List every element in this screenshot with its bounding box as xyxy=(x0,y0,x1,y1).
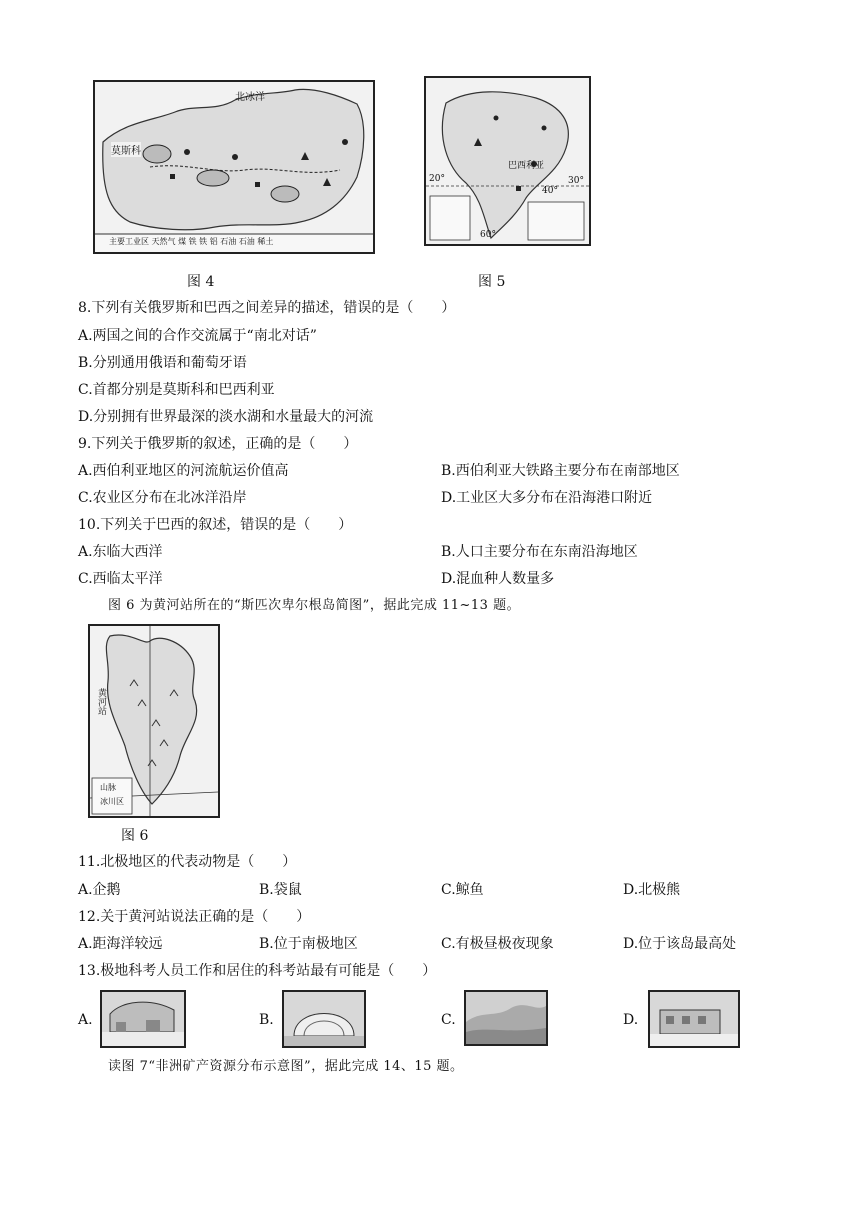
q8-option-a: A.两国之间的合作交流属于“南北对话” xyxy=(78,328,317,344)
q10-option-d: D.混血种人数量多 xyxy=(441,571,555,587)
q13-image-c xyxy=(464,990,548,1046)
q9-stem: 9.下列关于俄罗斯的叙述，正确的是（ ） xyxy=(78,436,358,452)
fig4-ocean-label: 北冰洋 xyxy=(235,92,265,103)
q8-option-b: B.分别通用俄语和葡萄牙语 xyxy=(78,355,247,371)
figure-4-russia-map xyxy=(93,80,375,254)
fig5-lat-right: 30° xyxy=(568,176,584,186)
figure-4-caption: 图 4 xyxy=(187,274,215,290)
q11-option-b: B.袋鼠 xyxy=(259,882,302,898)
fig5-lon-label: 60° xyxy=(480,230,496,240)
q11-stem: 11.北极地区的代表动物是（ ） xyxy=(78,854,297,870)
fig5-city-label: 巴西利亚 xyxy=(508,161,545,171)
q11-option-d: D.北极熊 xyxy=(623,882,681,898)
figure-5-caption: 图 5 xyxy=(478,274,506,290)
fig6-station-label: 黄河站 xyxy=(96,688,106,715)
q13-image-a xyxy=(100,990,186,1048)
q12-option-c: C.有极昼极夜现象 xyxy=(441,936,554,952)
q13-option-c: C. xyxy=(441,1012,456,1028)
q13-option-b: B. xyxy=(259,1012,274,1028)
intro-14-15: 读图 7“非洲矿产资源分布示意图”，据此完成 14、15 题。 xyxy=(108,1059,464,1074)
q13-option-a: A. xyxy=(78,1012,93,1028)
fig6-legend-item: 冰川区 xyxy=(100,797,124,806)
q12-stem: 12.关于黄河站说法正确的是（ ） xyxy=(78,909,311,925)
intro-11-13: 图 6 为黄河站所在的“斯匹次卑尔根岛简图”，据此完成 11~13 题。 xyxy=(108,598,521,613)
q10-stem: 10.下列关于巴西的叙述，错误的是（ ） xyxy=(78,517,353,533)
q9-option-b: B.西伯利亚大铁路主要分布在南部地区 xyxy=(441,463,680,479)
q8-option-d: D.分别拥有世界最深的淡水湖和水量最大的河流 xyxy=(78,409,374,425)
fig5-lat-left: 20° xyxy=(429,174,445,184)
q13-image-b xyxy=(282,990,366,1048)
q11-option-c: C.鲸鱼 xyxy=(441,882,484,898)
q13-stem: 13.极地科考人员工作和居住的科考站最有可能是（ ） xyxy=(78,963,437,979)
q12-option-a: A.距海洋较远 xyxy=(78,936,163,952)
q12-option-b: B.位于南极地区 xyxy=(259,936,358,952)
q10-option-b: B.人口主要分布在东南沿海地区 xyxy=(441,544,638,560)
figure-5-brazil-map xyxy=(424,76,591,246)
q10-option-a: A.东临大西洋 xyxy=(78,544,163,560)
q9-option-c: C.农业区分布在北冰洋沿岸 xyxy=(78,490,247,506)
q9-option-d: D.工业区大多分布在沿海港口附近 xyxy=(441,490,653,506)
figure-6-svalbard-map xyxy=(88,624,220,818)
q13-option-d: D. xyxy=(623,1012,639,1028)
q8-stem: 8.下列有关俄罗斯和巴西之间差异的描述，错误的是（ ） xyxy=(78,300,456,316)
q11-option-a: A.企鹅 xyxy=(78,882,121,898)
q10-option-c: C.西临太平洋 xyxy=(78,571,163,587)
q9-option-a: A.西伯利亚地区的河流航运价值高 xyxy=(78,463,289,479)
fig5-lat-bottom: 40° xyxy=(542,186,558,196)
fig4-city-label: 莫斯科 xyxy=(111,142,141,157)
q13-image-d xyxy=(648,990,740,1048)
figure-6-caption: 图 6 xyxy=(121,828,149,844)
q12-option-d: D.位于该岛最高处 xyxy=(623,936,737,952)
q8-option-c: C.首都分别是莫斯科和巴西利亚 xyxy=(78,382,275,398)
fig4-legend: 主要工业区 天然气 煤 铁 铁 铝 石油 石油 稀土 xyxy=(109,237,274,246)
fig6-legend-title: 山脉 xyxy=(100,783,116,792)
